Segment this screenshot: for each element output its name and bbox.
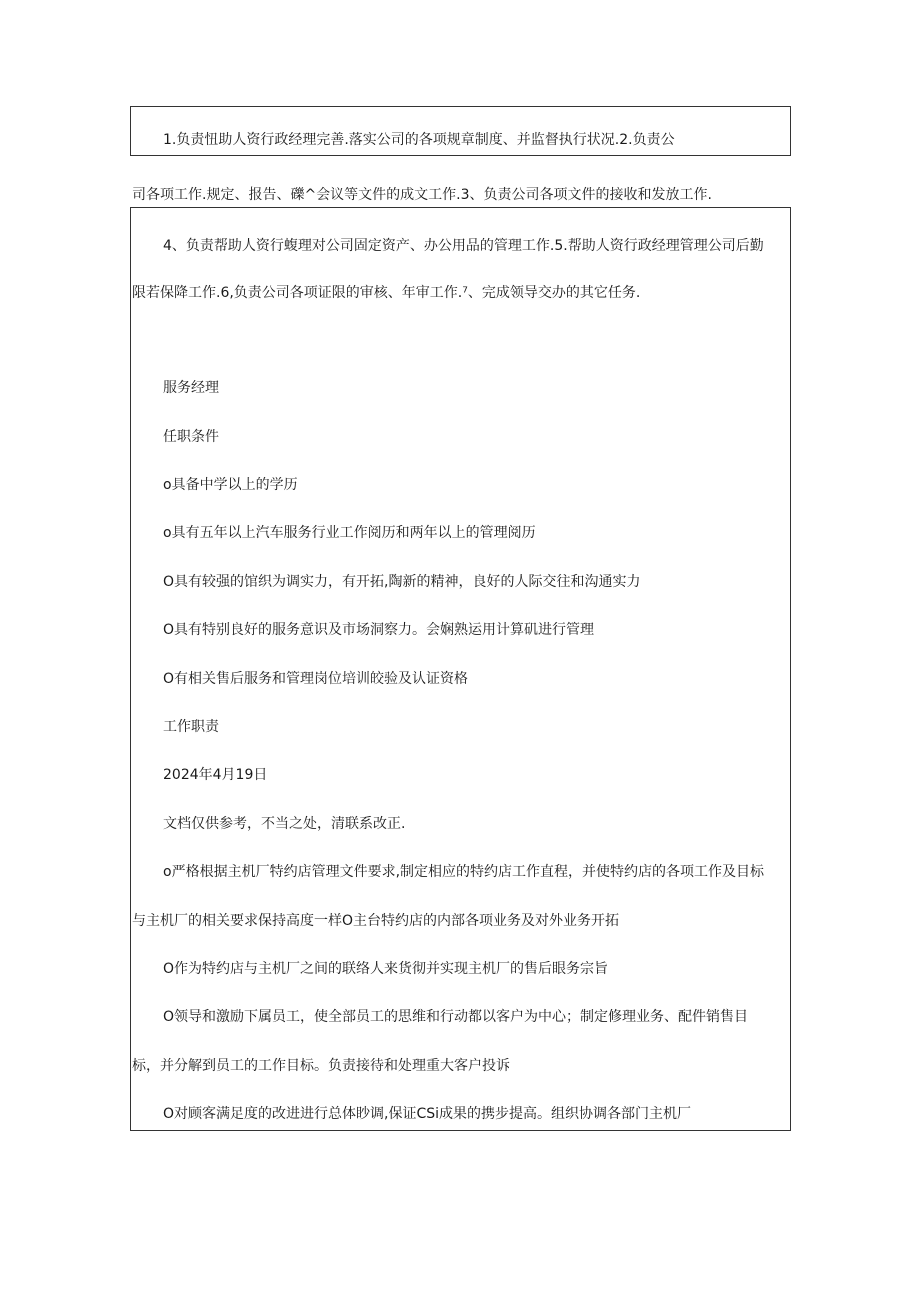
section-heading: 服务经理 [163,380,219,396]
date-text: 2024年4月19日 [163,767,268,783]
body-text-line: 标，并分解到员工的工作目标。负责接待和处理重大客户投诉 [132,1058,510,1074]
list-item: O有相关售后服务和管理岗位培训皎验及认证资格 [163,671,469,687]
text-box-main [130,207,791,1131]
body-text-line: 司各项工作.规定、报告、礫^会议等文件的成文工作.3、负责公司各项文件的接收和发放工作. [132,187,712,203]
body-text-line: 与主机厂的相关要求保持高度一样O主台特约店的内部各项业务及对外业务开拓 [132,913,620,929]
body-text-line: 1.负责忸助人资行政经理完善.落实公司的各项规章制度、并监督执行状况.2.负责公 [163,132,675,148]
section-heading: 工作职责 [163,719,219,735]
list-item: o严格根据主机厂特约店管理文件要求,制定相应的特约店工作直程，并使特约店的各项工作及目标 [163,864,765,880]
list-item: o具有五年以上汽车服务行业工作阅历和两年以上的管理阅历 [163,525,536,541]
list-item: O具有较强的馆织为调实力，有开拓,陶新的精神，良好的人际交往和沟通实力 [163,574,641,590]
body-text-line: 4、负责帮助人资行蝮理对公司固定资产、办公用品的管理工作.5.帮助人资行政经理管理公司后勤 [163,238,764,254]
body-text-line: 限若保降工作.6,负责公司各项证限的审核、年审工作.⁷、完成领导交办的其它任务. [132,285,641,301]
list-item: O具有特别良好的服务意识及市场洞察力。会娴熟运用计算矶进行管理 [163,622,595,638]
note-text: 文档仅供参考，不当之处，清联系改正. [163,816,406,832]
list-item: O作为特约店与主机厂之间的联络人来货彻并实现主机厂的售后眼务宗旨 [163,961,609,977]
list-item: O领导和激励下属员工，使全部员工的思维和行动都以客户为中心；制定修理业务、配件销售目 [163,1009,749,1025]
list-item: o具备中学以上的学历 [163,477,298,493]
list-item: O对顾客满足度的改进进行总体眇调,保证CSi成果的携步提高。组织协调各部门主机厂 [163,1106,692,1122]
section-heading: 任职条件 [163,429,219,445]
